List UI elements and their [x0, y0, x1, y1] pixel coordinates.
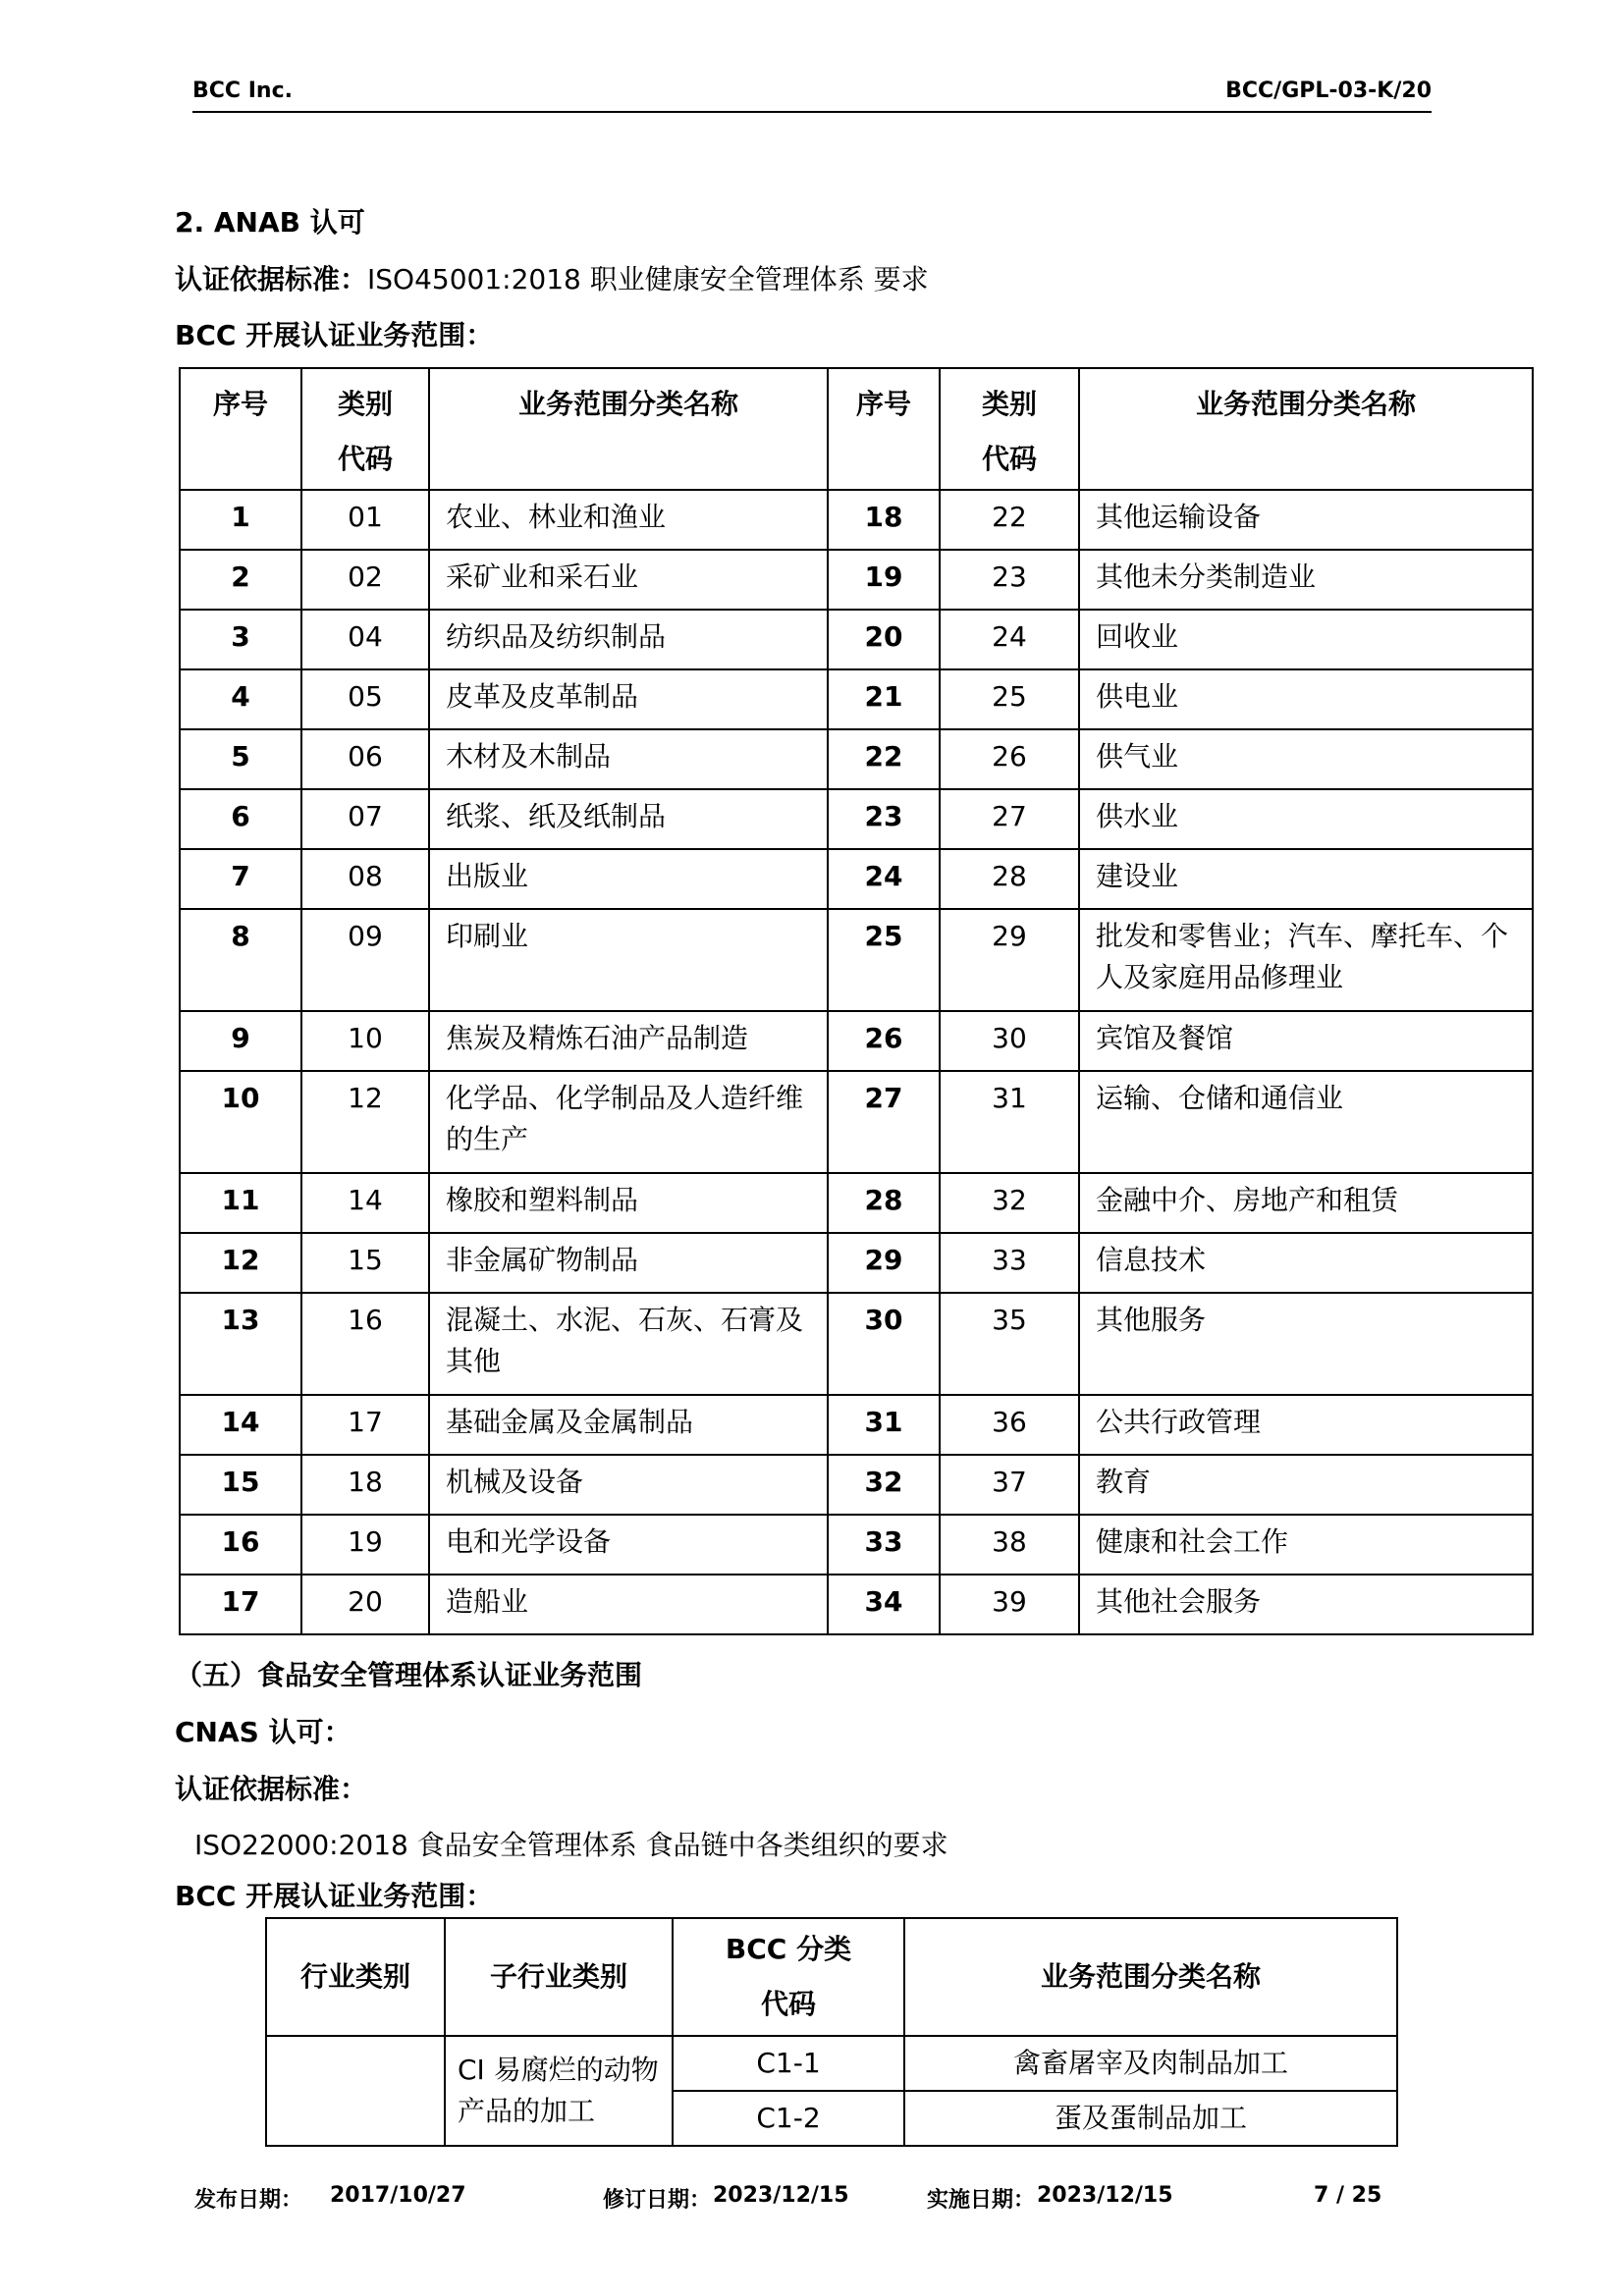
seq-cell: 13	[180, 1293, 301, 1395]
name-cell: 印刷业	[429, 909, 828, 1011]
seq-cell: 7	[180, 849, 301, 909]
seq-cell: 20	[828, 610, 940, 669]
seq-cell: 23	[828, 789, 940, 849]
seq-cell: 29	[828, 1233, 940, 1293]
seq-cell: 31	[828, 1395, 940, 1455]
section2-standard-value: ISO45001:2018 职业健康安全管理体系 要求	[367, 263, 929, 295]
sub-industry-cell: CI 易腐烂的动物产品的加工	[445, 2036, 673, 2146]
footer-effective-date: 2023/12/15	[1037, 2183, 1173, 2208]
code-cell: 27	[940, 789, 1079, 849]
name-cell: 混凝土、水泥、石灰、石膏及其他	[429, 1293, 828, 1395]
code-cell: 09	[301, 909, 429, 1011]
header-rule	[192, 111, 1432, 113]
section5-title: （五）食品安全管理体系认证业务范围	[175, 1659, 643, 1691]
seq-cell: 21	[828, 669, 940, 729]
table-row	[266, 2036, 1397, 2091]
code-cell: 30	[940, 1011, 1079, 1071]
table-row	[180, 1575, 1533, 1634]
code-cell: 15	[301, 1233, 429, 1293]
name-cell: 其他运输设备	[1079, 490, 1533, 550]
section5-standard-label: 认证依据标准：	[175, 1773, 368, 1805]
code-cell: 23	[940, 550, 1079, 610]
bcc-code-cell: C1-1	[673, 2036, 904, 2091]
name-cell: 供水业	[1079, 789, 1533, 849]
code-cell: 14	[301, 1173, 429, 1233]
table-row	[180, 1071, 1533, 1173]
col-header-industry: 行业类别	[266, 1918, 445, 2036]
seq-cell: 18	[828, 490, 940, 550]
anab-scope-table	[179, 367, 1534, 1635]
code-cell: 31	[940, 1071, 1079, 1173]
footer-issue-date: 2017/10/27	[330, 2183, 466, 2208]
table-row	[180, 789, 1533, 849]
name-cell: 批发和零售业；汽车、摩托车、个人及家庭用品修理业	[1079, 909, 1533, 1011]
section2-scope-label: BCC 开展认证业务范围：	[175, 319, 494, 351]
code-cell: 29	[940, 909, 1079, 1011]
code-cell: 38	[940, 1515, 1079, 1575]
seq-cell: 26	[828, 1011, 940, 1071]
name-cell: 电和光学设备	[429, 1515, 828, 1575]
col-header-sub-industry: 子行业类别	[445, 1918, 673, 2036]
section2-title: 2. ANAB 认可	[175, 206, 365, 239]
section5-standard-value: ISO22000:2018 食品安全管理体系 食品链中各类组织的要求	[194, 1829, 948, 1861]
seq-cell: 28	[828, 1173, 940, 1233]
seq-cell: 17	[180, 1575, 301, 1634]
code-cell: 12	[301, 1071, 429, 1173]
code-cell: 24	[940, 610, 1079, 669]
name-cell: 其他服务	[1079, 1293, 1533, 1395]
table-row	[180, 1395, 1533, 1455]
code-cell: 35	[940, 1293, 1079, 1395]
code-cell: 08	[301, 849, 429, 909]
seq-cell: 19	[828, 550, 940, 610]
seq-cell: 14	[180, 1395, 301, 1455]
col-header-seq2: 序号	[828, 368, 940, 490]
name-cell: 回收业	[1079, 610, 1533, 669]
code-cell: 20	[301, 1575, 429, 1634]
code-cell: 07	[301, 789, 429, 849]
code-cell: 01	[301, 490, 429, 550]
table-row	[180, 1233, 1533, 1293]
col-header-name2: 业务范围分类名称	[1079, 368, 1533, 490]
code-cell: 05	[301, 669, 429, 729]
name-cell: 金融中介、房地产和租赁	[1079, 1173, 1533, 1233]
name-cell: 运输、仓储和通信业	[1079, 1071, 1533, 1173]
code-cell: 37	[940, 1455, 1079, 1515]
name-cell: 皮革及皮革制品	[429, 669, 828, 729]
seq-cell: 24	[828, 849, 940, 909]
table-row	[180, 550, 1533, 610]
footer-issue-label: 发布日期：	[194, 2188, 303, 2213]
code-cell: 32	[940, 1173, 1079, 1233]
footer-revise-label: 修订日期：	[603, 2188, 712, 2213]
table-row	[180, 1173, 1533, 1233]
name-cell: 木材及木制品	[429, 729, 828, 789]
seq-cell: 30	[828, 1293, 940, 1395]
code-cell: 04	[301, 610, 429, 669]
footer-effective-label: 实施日期：	[927, 2188, 1036, 2213]
name-cell: 机械及设备	[429, 1455, 828, 1515]
name-cell: 农业、林业和渔业	[429, 490, 828, 550]
code-cell: 26	[940, 729, 1079, 789]
name-cell: 信息技术	[1079, 1233, 1533, 1293]
seq-cell: 8	[180, 909, 301, 1011]
seq-cell: 25	[828, 909, 940, 1011]
seq-cell: 33	[828, 1515, 940, 1575]
table-row	[180, 490, 1533, 550]
seq-cell: 4	[180, 669, 301, 729]
section2-standard-label: 认证依据标准：	[175, 263, 368, 295]
code-cell: 16	[301, 1293, 429, 1395]
seq-cell: 12	[180, 1233, 301, 1293]
name-cell: 非金属矿物制品	[429, 1233, 828, 1293]
footer-revise-date: 2023/12/15	[713, 2183, 849, 2208]
table-row	[180, 1515, 1533, 1575]
name-cell: 宾馆及餐馆	[1079, 1011, 1533, 1071]
food-safety-scope-table	[265, 1917, 1398, 2147]
name-cell: 纺织品及纺织制品	[429, 610, 828, 669]
scope-name-cell: 禽畜屠宰及肉制品加工	[904, 2036, 1397, 2091]
table-row	[180, 1293, 1533, 1395]
seq-cell: 1	[180, 490, 301, 550]
col-header-name: 业务范围分类名称	[429, 368, 828, 490]
table-row	[180, 610, 1533, 669]
seq-cell: 15	[180, 1455, 301, 1515]
col-header-bcc-code: BCC 分类代码	[673, 1918, 904, 2036]
seq-cell: 32	[828, 1455, 940, 1515]
col-header-code2: 类别代码	[940, 368, 1079, 490]
seq-cell: 9	[180, 1011, 301, 1071]
name-cell: 健康和社会工作	[1079, 1515, 1533, 1575]
section5-cnas-label: CNAS 认可：	[175, 1716, 352, 1748]
code-cell: 36	[940, 1395, 1079, 1455]
seq-cell: 2	[180, 550, 301, 610]
col-header-seq: 序号	[180, 368, 301, 490]
name-cell: 公共行政管理	[1079, 1395, 1533, 1455]
name-cell: 橡胶和塑料制品	[429, 1173, 828, 1233]
name-cell: 造船业	[429, 1575, 828, 1634]
col-header-scope-name: 业务范围分类名称	[904, 1918, 1397, 2036]
code-cell: 17	[301, 1395, 429, 1455]
seq-cell: 6	[180, 789, 301, 849]
code-cell: 18	[301, 1455, 429, 1515]
seq-cell: 11	[180, 1173, 301, 1233]
table-row	[180, 669, 1533, 729]
name-cell: 焦炭及精炼石油产品制造	[429, 1011, 828, 1071]
name-cell: 教育	[1079, 1455, 1533, 1515]
code-cell: 06	[301, 729, 429, 789]
seq-cell: 27	[828, 1071, 940, 1173]
name-cell: 其他未分类制造业	[1079, 550, 1533, 610]
table-row	[180, 849, 1533, 909]
seq-cell: 34	[828, 1575, 940, 1634]
name-cell: 供电业	[1079, 669, 1533, 729]
name-cell: 基础金属及金属制品	[429, 1395, 828, 1455]
seq-cell: 5	[180, 729, 301, 789]
code-cell: 39	[940, 1575, 1079, 1634]
code-cell: 33	[940, 1233, 1079, 1293]
name-cell: 出版业	[429, 849, 828, 909]
name-cell: 化学品、化学制品及人造纤维的生产	[429, 1071, 828, 1173]
table-row	[180, 729, 1533, 789]
bcc-code-cell: C1-2	[673, 2091, 904, 2146]
name-cell: 其他社会服务	[1079, 1575, 1533, 1634]
header-doc-code: BCC/GPL-03-K/20	[1225, 79, 1432, 103]
code-cell: 22	[940, 490, 1079, 550]
section2-standard	[175, 258, 929, 297]
industry-cell	[266, 2036, 445, 2146]
header-company: BCC Inc.	[192, 79, 293, 103]
code-cell: 10	[301, 1011, 429, 1071]
name-cell: 纸浆、纸及纸制品	[429, 789, 828, 849]
footer-page-number: 7 / 25	[1314, 2183, 1382, 2208]
code-cell: 25	[940, 669, 1079, 729]
code-cell: 19	[301, 1515, 429, 1575]
col-header-code: 类别代码	[301, 368, 429, 490]
seq-cell: 22	[828, 729, 940, 789]
name-cell: 供气业	[1079, 729, 1533, 789]
seq-cell: 16	[180, 1515, 301, 1575]
scope-name-cell: 蛋及蛋制品加工	[904, 2091, 1397, 2146]
code-cell: 28	[940, 849, 1079, 909]
table-row	[180, 1455, 1533, 1515]
name-cell: 建设业	[1079, 849, 1533, 909]
section5-scope-label: BCC 开展认证业务范围：	[175, 1880, 494, 1912]
table-row	[180, 909, 1533, 1011]
seq-cell: 10	[180, 1071, 301, 1173]
name-cell: 采矿业和采石业	[429, 550, 828, 610]
table-row	[180, 1011, 1533, 1071]
seq-cell: 3	[180, 610, 301, 669]
code-cell: 02	[301, 550, 429, 610]
